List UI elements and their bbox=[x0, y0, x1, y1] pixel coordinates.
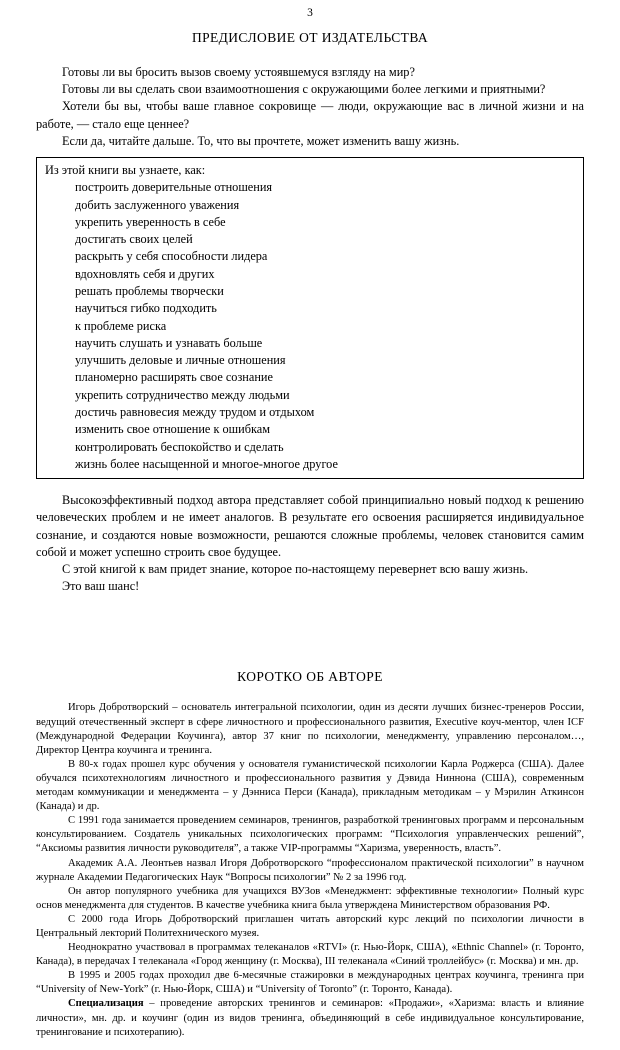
list-item: научить слушать и узнавать больше bbox=[75, 335, 263, 350]
list-item: укрепить сотрудничество между людьми bbox=[75, 387, 290, 402]
section-title-author: КОРОТКО ОБ АВТОРЕ bbox=[237, 669, 383, 685]
author-paragraph: Он автор популярного учебника для учащихся ВУЗов «Менеджмент: эффективные технологии» Полный курс основ менеджмента для студентов. В качестве учебника книга была утверждена Министерством образования РФ. bbox=[36, 885, 584, 911]
after-box-line-2: С этой книгой к вам придет знание, которое по-настоящему перевернет всю вашу жизнь. bbox=[62, 562, 529, 577]
after-box-block bbox=[36, 492, 584, 595]
after-box-paragraph: Высокоэффективный подход автора представляет собой принципиально новый подход к решению человеческих проблем и не имеет аналогов. В результате его освоения расширяется индивидуальное сознание, и создаются новые возможности, решаются сложные проблемы, человек становится самим собой и может успешно строить свое будущее. bbox=[36, 493, 584, 559]
intro-line-2: Готовы ли вы сделать свои взаимоотношения с окружающими более легкими и приятными? bbox=[62, 82, 546, 97]
list-item: научиться гибко подходить bbox=[75, 301, 217, 316]
specialization-label: Специализация bbox=[68, 998, 144, 1010]
list-item: жизнь более насыщенной и многое-многое другое bbox=[75, 456, 338, 471]
author-paragraph: Академик А.А. Леонтьев назвал Игоря Добротворского “профессионалом практической психологии” в научном журнале Академии Педагогических Наук “Вопросы психологии” № 2 за 1996 год. bbox=[36, 857, 584, 883]
intro-block bbox=[36, 64, 584, 150]
list-item: укрепить уверенность в себе bbox=[75, 214, 226, 229]
author-paragraph: В 80-х годах прошел курс обучения у основателя гуманистической психологии Карла Роджерса (США). Далее обучался психотехнологиям личностного и профессионального развития у Дэвида Ниннона (США), современным методам коммуникации и менеджмента – у Дэнниса Перси (Канада), прикладным методикам – у Мэрилин Аткинсон (Канада) и др. bbox=[36, 758, 584, 813]
intro-line-3: Хотели бы вы, чтобы ваше главное сокровище — люди, окружающие вас в личной жизни и на работе, — стало еще ценнее? bbox=[36, 99, 584, 131]
box-lead-text: Из этой книги вы узнаете, как: bbox=[45, 163, 206, 178]
list-item: построить доверительные отношения bbox=[75, 180, 273, 195]
intro-line-4: Если да, читайте дальше. То, что вы прочтете, может изменить вашу жизнь. bbox=[62, 133, 460, 148]
list-item: добить заслуженного уважения bbox=[75, 197, 240, 212]
intro-line-1: Готовы ли вы бросить вызов своему устоявшемуся взгляду на мир? bbox=[62, 65, 415, 79]
list-item: контролировать беспокойство и сделать bbox=[75, 439, 284, 454]
author-paragraph: Игорь Добротворский – основатель интегральной психологии, один из десяти лучших бизнес-тренеров России, ведущий отечественный эксперт в сфере личностного и профессионального развития, Executive коуч-ментор, член ICF (Международной Федерации Коучинга), автор 37 книг по психологии, менеджменту, управлению персоналом…, Директор Центра коучинга и тренинга. bbox=[36, 702, 584, 756]
box-list bbox=[43, 179, 577, 473]
after-box-line-3: Это ваш шанс! bbox=[62, 579, 140, 594]
list-item: достичь равновесия между трудом и отдыхом bbox=[75, 405, 315, 420]
specialization-text: – проведение авторских тренингов и семинаров: «Продажи», «Харизма: власть и влияние личности», мн. др. и коучинг (один из видов тренинга, объединяющий в себе индивидуальное консультирование, тренингование и психотерапию). bbox=[36, 998, 584, 1038]
list-item: вдохновлять себя и других bbox=[75, 266, 215, 281]
author-paragraph: Неоднократно участвовал в программах телеканалов «RTVI» (г. Нью-Йорк, США), «Ethnic Channel» (г. Торонто, Канада), в передачах I телеканала «Город женщину (г. Москва), III телеканала «Синий троллейбус» (г. Москва) и мн. др. bbox=[36, 942, 584, 968]
page-number: 3 bbox=[307, 7, 313, 19]
list-item: к проблеме риска bbox=[75, 318, 167, 333]
list-item: решать проблемы творчески bbox=[75, 284, 224, 298]
author-paragraph: С 2000 года Игорь Добротворский приглашен читать авторский курс лекций по психологии личности в Центральный лекторий Политехнического музея. bbox=[36, 913, 584, 939]
list-item: раскрыть у себя способности лидера bbox=[75, 249, 268, 264]
list-item: планомерно расширять свое сознание bbox=[75, 370, 273, 385]
specialization-paragraph bbox=[36, 997, 584, 1039]
page-title: ПРЕДИСЛОВИЕ ОТ ИЗДАТЕЛЬСТВА bbox=[191, 30, 429, 45]
highlight-box bbox=[36, 157, 584, 479]
list-item: изменить свое отношение к ошибкам bbox=[75, 422, 270, 437]
list-item: улучшить деловые и личные отношения bbox=[75, 353, 286, 368]
list-item: достигать своих целей bbox=[75, 232, 193, 247]
author-paragraph: В 1995 и 2005 годах проходил две 6-месячные стажировки в международных центрах коучинга, тренинга при “University of New-York” (г. Нью-Йорк, США) и “University of Toronto” (г. Торонто, Канада). bbox=[36, 970, 584, 996]
author-paragraph: С 1991 года занимается проведением семинаров, тренингов, разработкой тренинговых программ и персональным консультированием. Создатель уникальных психологических программ: “Психология управленческих решений”, “Аксиомы развития личности руководителя”, а также VIP-программы “Харизма, уверенность, власть”. bbox=[36, 815, 584, 855]
author-body bbox=[36, 701, 584, 1039]
